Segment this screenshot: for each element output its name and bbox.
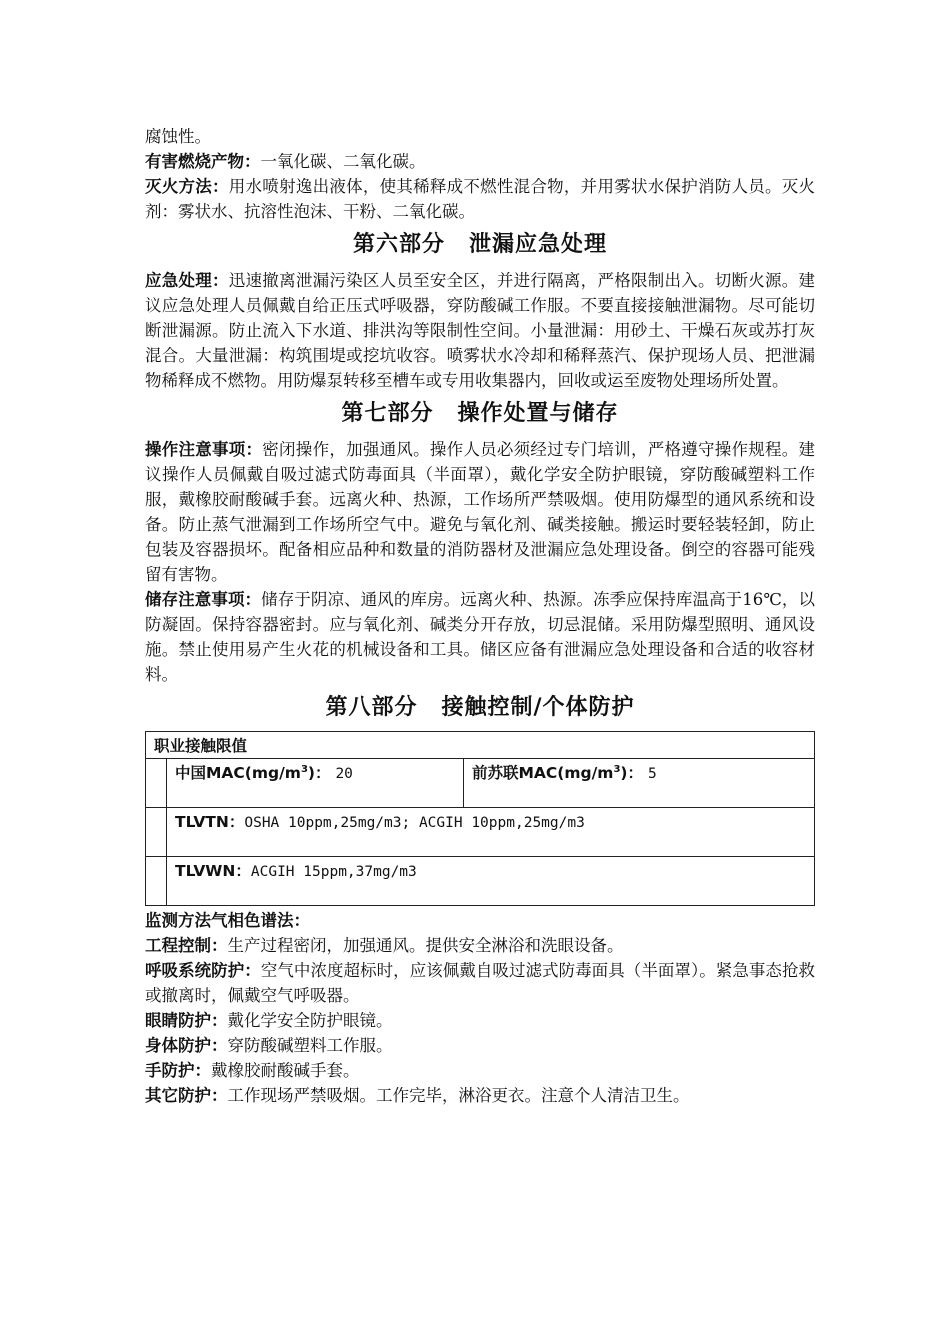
emergency-paragraph: [145, 268, 815, 393]
table-row: [146, 808, 815, 857]
emergency-label: 应急处理：: [145, 271, 229, 290]
china-mac-cell: [167, 759, 464, 808]
section7-title: 操作处置与储存: [457, 401, 619, 426]
operation-label: 操作注意事项：: [145, 440, 263, 459]
eye-label: 眼睛防护：: [145, 1011, 228, 1030]
table-title-row: [146, 732, 815, 759]
fire-text: 用水喷射逸出液体，使其稀释成不燃性混合物，并用雾状水保护消防人员。灭火剂：雾状水、抗溶性泡沫、干粉、二氧化碳。: [145, 177, 816, 221]
storage-paragraph: [145, 587, 815, 687]
tlvwn-label: TLVWN：: [175, 862, 251, 880]
table-blank-cell: [146, 857, 167, 906]
respiratory-text: 空气中浓度超标时，应该佩戴自吸过滤式防毒面具（半面罩）。紧急事态抢救或撤离时，佩戴空气呼吸器。: [145, 961, 816, 1005]
hand-text: 戴橡胶耐酸碱手套。: [211, 1061, 360, 1080]
other-label: 其它防护：: [145, 1086, 228, 1105]
ussr-mac-value: 5: [647, 766, 657, 782]
table-row: [146, 759, 815, 808]
eye-text: 戴化学安全防护眼镜。: [227, 1011, 393, 1030]
operation-paragraph: [145, 437, 815, 587]
monitoring-label: 监测方法气相色谱法：: [145, 911, 310, 930]
ussr-mac-cell: [464, 759, 815, 808]
body-text: 穿防酸碱塑料工作服。: [227, 1036, 393, 1055]
respiratory-line: [145, 958, 815, 1008]
section8-part: 第八部分: [325, 695, 418, 720]
ussr-mac-label: 前苏联MAC(mg/m: [472, 764, 614, 782]
respiratory-label: 呼吸系统防护：: [145, 961, 261, 980]
ussr-mac-suffix: )：: [620, 764, 644, 782]
emergency-text: 迅速撤离泄漏污染区人员至安全区，并进行隔离，严格限制出入。切断火源。建议应急处理人员佩戴自给正压式呼吸器，穿防酸碱工作服。不要直接接触泄漏物。尽可能切断泄漏源。防止流入下水道、排洪沟等限制性空间。小量泄漏：用砂土、干燥石灰或苏打灰混合。大量泄漏：构筑围堤或挖坑收容。喷雾状水冷却和稀释蒸汽、保护现场人员、把泄漏物稀释成不燃物。用防爆泵转移至槽车或专用收集器内，回收或运至废物处理场所处置。: [145, 271, 816, 390]
table-title: 职业接触限值: [146, 732, 815, 759]
fire-method: [145, 174, 815, 224]
engineering-label: 工程控制：: [145, 936, 228, 955]
monitoring-line: [145, 908, 815, 933]
engineering-text: 生产过程密闭，加强通风。提供安全淋浴和洗眼设备。: [227, 936, 624, 955]
hand-line: [145, 1058, 815, 1083]
table-blank-cell: [146, 759, 167, 808]
combustion-products: [145, 149, 815, 174]
tlvtn-value: OSHA 10ppm,25mg/m3; ACGIH 10ppm,25mg/m3: [244, 815, 585, 831]
eye-line: [145, 1008, 815, 1033]
table-blank-cell: [146, 808, 167, 857]
fire-label: 灭火方法：: [145, 177, 229, 196]
china-mac-label: 中国MAC(mg/m: [175, 764, 301, 782]
section6-title: 泄漏应急处理: [469, 232, 608, 257]
body-line: [145, 1033, 815, 1058]
table-row: [146, 857, 815, 906]
engineering-line: [145, 933, 815, 958]
ussr-mac-sup: 3: [613, 763, 621, 775]
other-line: [145, 1083, 815, 1108]
china-mac-value: 20: [335, 766, 353, 782]
section7-part: 第七部分: [341, 401, 434, 426]
china-mac-suffix: )：: [307, 764, 331, 782]
storage-text: 储存于阴凉、通风的库房。远离火种、热源。冻季应保持库温高于16℃，以防凝固。保持容器密封。应与氧化剂、碱类分开存放，切忌混储。采用防爆型照明、通风设施。禁止使用易产生火花的机械设备和工具。储区应备有泄漏应急处理设备和合适的收容材料。: [145, 590, 815, 684]
section6-part: 第六部分: [352, 232, 445, 257]
operation-text: 密闭操作，加强通风。操作人员必须经过专门培训，严格遵守操作规程。建议操作人员佩戴自吸过滤式防毒面具（半面罩），戴化学安全防护眼镜，穿防酸碱塑料工作服，戴橡胶耐酸碱手套。远离火种、热源，工作场所严禁吸烟。使用防爆型的通风系统和设备。防止蒸气泄漏到工作场所空气中。避免与氧化剂、碱类接触。搬运时要轻装轻卸，防止包装及容器损坏。配备相应品种和数量的消防器材及泄漏应急处理设备。倒空的容器可能残留有害物。: [145, 440, 816, 584]
other-text: 工作现场严禁吸烟。工作完毕，淋浴更衣。注意个人清洁卫生。: [227, 1086, 690, 1105]
document-page: [145, 124, 815, 1108]
section6-heading: [145, 228, 815, 262]
tlvtn-cell: [167, 808, 815, 857]
storage-label: 储存注意事项：: [145, 590, 262, 609]
combustion-text: 一氧化碳、二氧化碳。: [260, 152, 426, 171]
section8-heading: [145, 691, 815, 725]
body-label: 身体防护：: [145, 1036, 228, 1055]
section7-heading: [145, 397, 815, 431]
combustion-label: 有害燃烧产物：: [145, 152, 261, 171]
tlvwn-value: ACGIH 15ppm,37mg/m3: [250, 864, 417, 880]
tlvtn-label: TLVTN：: [175, 813, 245, 831]
section8-title: 接触控制/个体防护: [441, 695, 635, 720]
tlvwn-cell: [167, 857, 815, 906]
china-mac-sup: 3: [300, 763, 308, 775]
hand-label: 手防护：: [145, 1061, 211, 1080]
corrosive-line: 腐蚀性。: [145, 127, 211, 146]
exposure-limits-table: [145, 731, 815, 906]
